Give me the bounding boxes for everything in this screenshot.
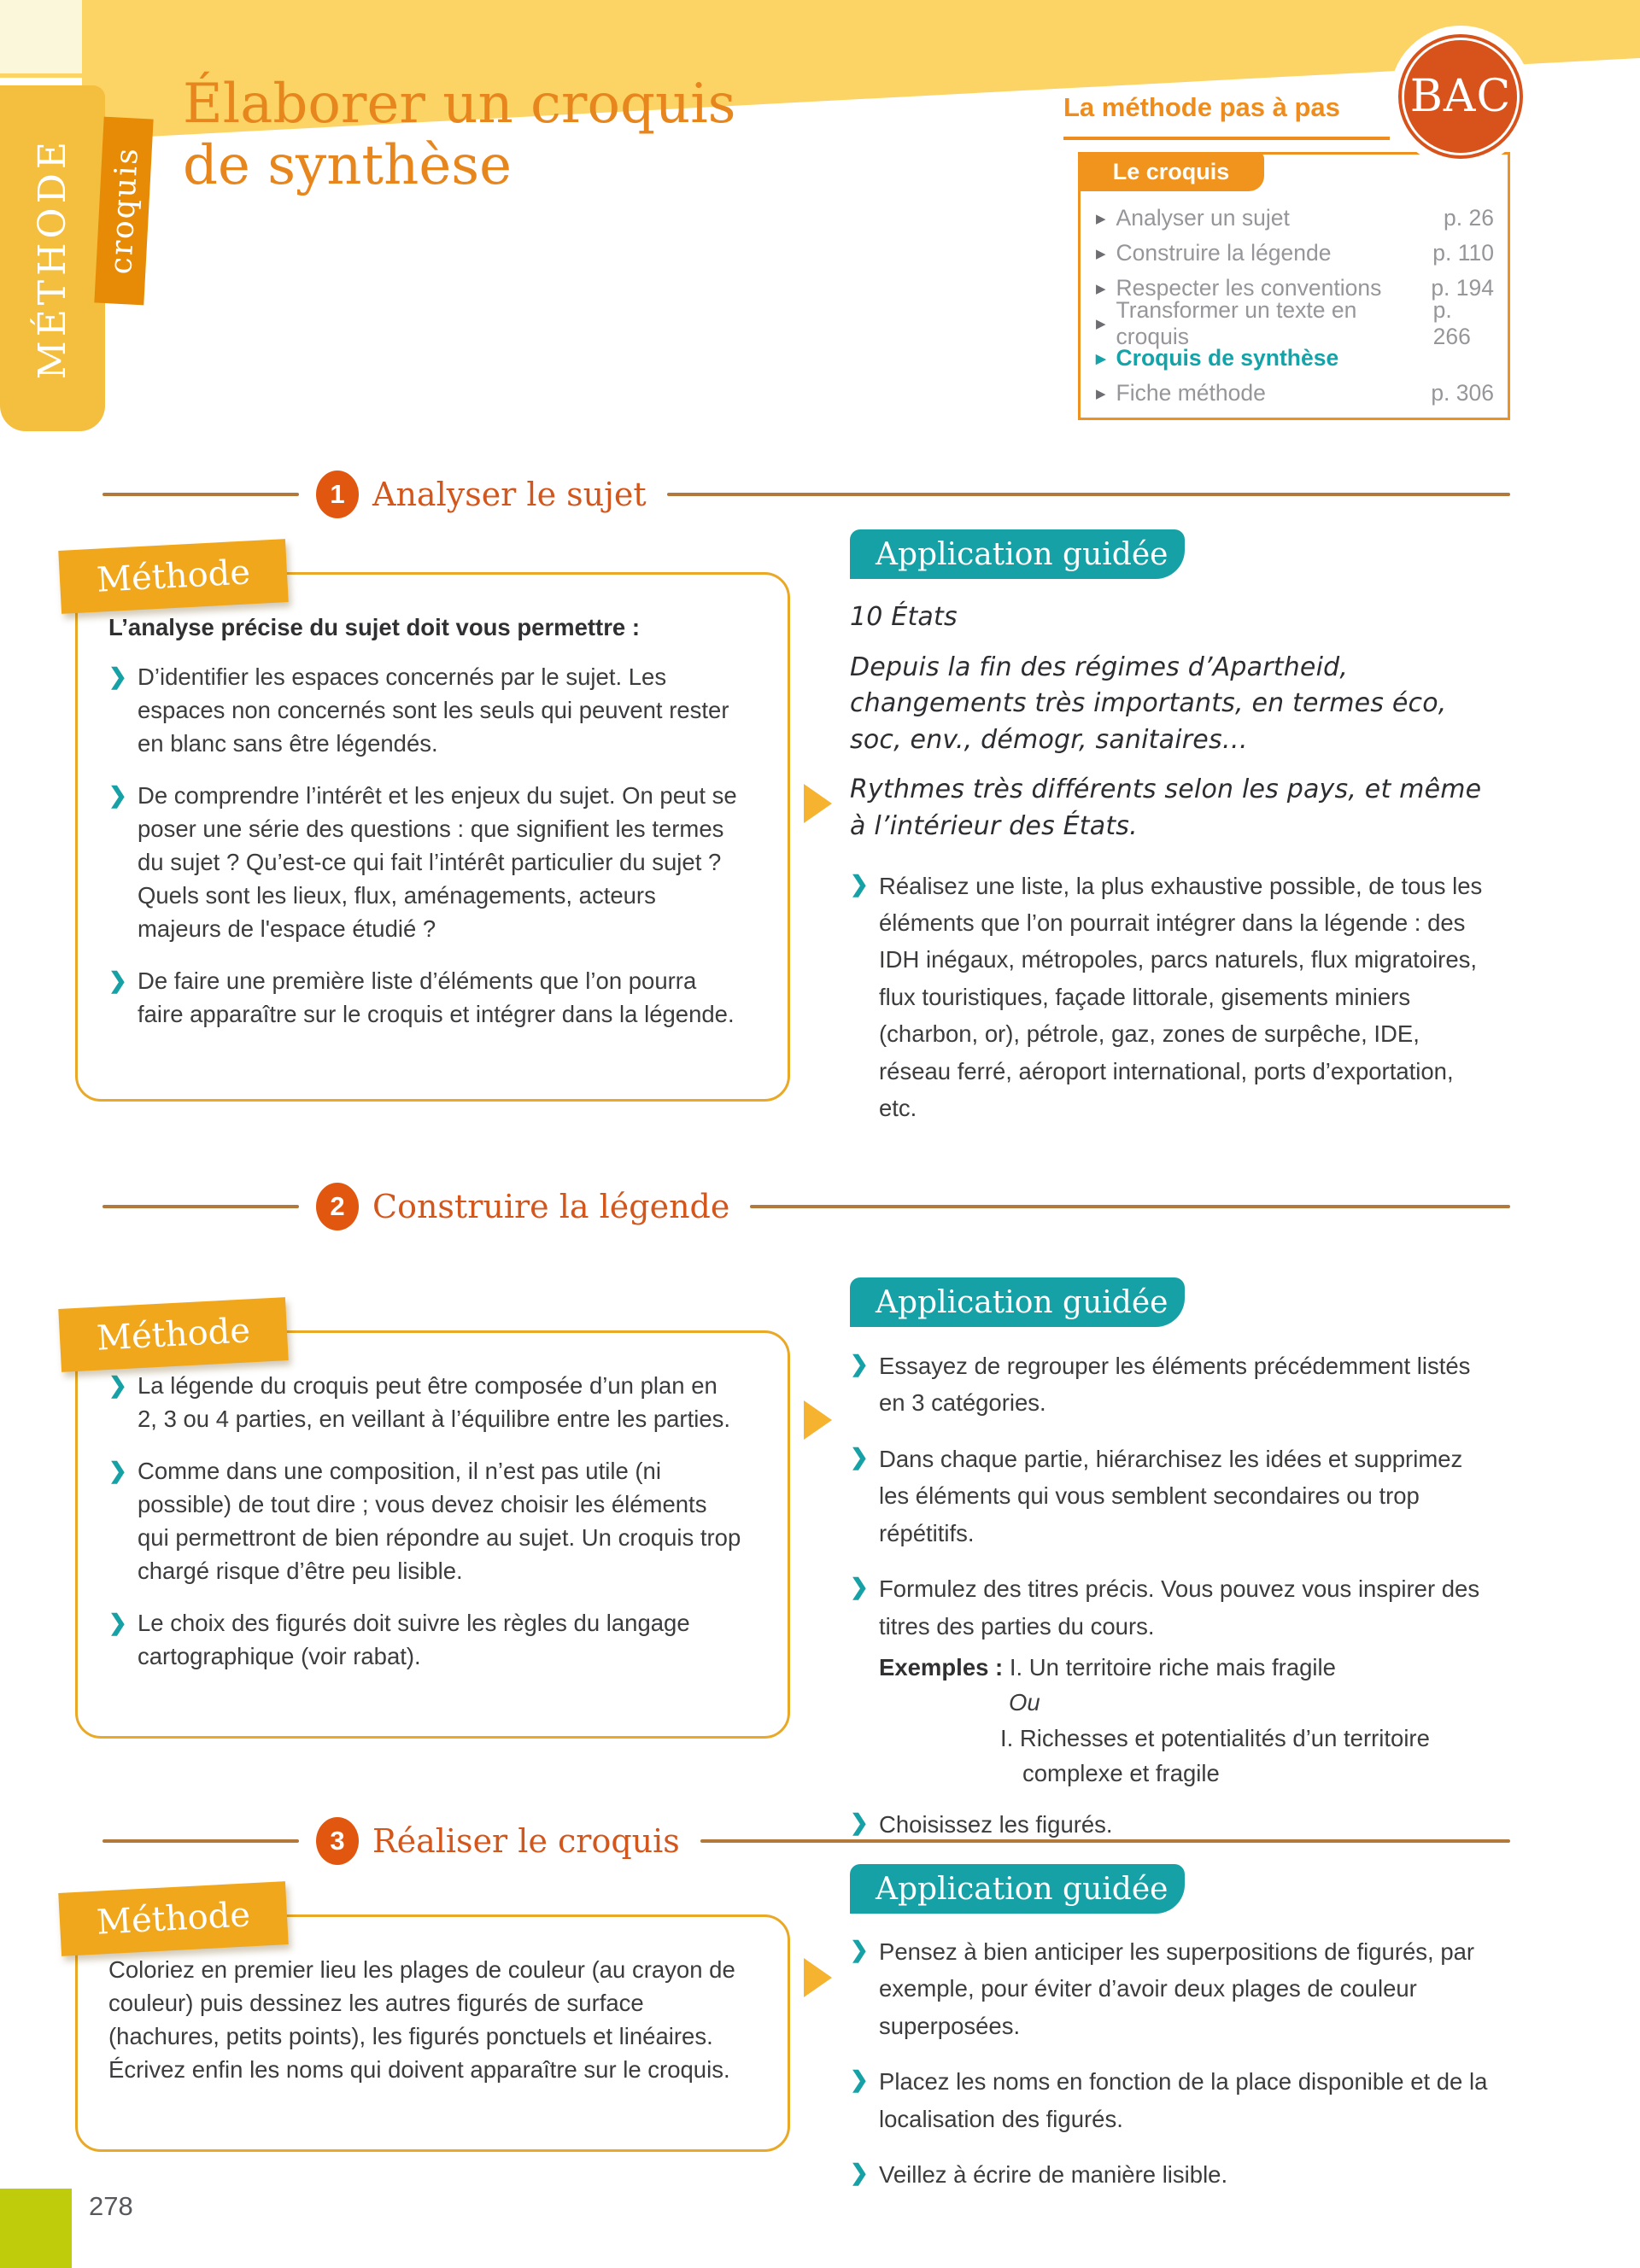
method-step-label: Croquis de synthèse	[1116, 345, 1339, 371]
method-step-item[interactable]	[1096, 296, 1494, 349]
chevron-bullet-icon: ❯	[850, 870, 869, 897]
sidebar-tab-methode-label: MÉTHODE	[31, 137, 74, 380]
triangle-bullet-icon: ▶	[1096, 351, 1106, 366]
method-step-label: Respecter les conventions	[1116, 275, 1382, 301]
method-steps-list	[1096, 201, 1494, 411]
list-item	[108, 660, 743, 760]
method-step-item[interactable]	[1096, 236, 1494, 271]
bullet-text: Dans chaque partie, hiérarchisez les idées et supprimez les éléments qui vous semblent secondaires ou trop répétitifs.	[879, 1445, 1463, 1546]
bac-badge	[1390, 26, 1532, 167]
heading-rule-right	[700, 1839, 1510, 1843]
chevron-bullet-icon: ❯	[108, 1610, 127, 1636]
bac-badge-label: BAC	[1409, 71, 1512, 122]
chevron-bullet-icon: ❯	[108, 782, 127, 809]
bullet-text: De faire une première liste d’éléments que l’on pourra faire apparaître sur le croquis et intégrer dans la légende.	[138, 967, 735, 1028]
methode-tab-2: Méthode	[58, 1297, 289, 1372]
methode-3-paragraph: Coloriez en premier lieu les plages de couleur (au crayon de couleur) puis dessinez les autres figurés de surface (hachures, petits points), les figurés ponctuels et linéaires. Écrivez enfin les noms qui doivent apparaître sur le croquis.	[108, 1956, 735, 2084]
sidebar-tab-croquis-label: croquis	[102, 146, 145, 276]
application-guidee-2	[850, 1347, 1489, 1862]
method-step-label: Fiche méthode	[1116, 380, 1266, 406]
bullet-text: Essayez de regrouper les éléments précédemment listés en 3 catégories.	[879, 1353, 1471, 1417]
methode-1-intro: L’analyse précise du sujet doit vous permettre :	[108, 614, 640, 640]
examples-block	[879, 1650, 1489, 1791]
heading-rule-right	[667, 493, 1510, 496]
list-item	[850, 1570, 1489, 1645]
triangle-bullet-icon: ▶	[1096, 211, 1106, 226]
methode-box-2	[75, 1330, 790, 1739]
list-item	[108, 964, 743, 1031]
corner-strip	[0, 73, 82, 78]
page-title	[183, 73, 736, 197]
chevron-bullet-icon: ❯	[108, 1458, 127, 1484]
bullet-text: Placez les noms en fonction de la place disponible et de la localisation des figurés.	[879, 2068, 1488, 2132]
section-2-title: Construire la légende	[372, 1188, 730, 1225]
list-item	[850, 2156, 1489, 2193]
method-step-item[interactable]	[1096, 376, 1494, 411]
examples-title-2-cont: complexe et fragile	[1022, 1759, 1220, 1786]
section-1-number-badge: 1	[316, 471, 359, 518]
bullet-text: Réalisez une liste, la plus exhaustive possible, de tous les éléments que l’on pourrait intégrer dans la légende : des IDH inégaux, métropoles, parcs naturels, flux migratoires, flux touristiques, façade littorale, gisements miniers (charbon, or), pétrole, gaz, zones de surpêche, IDE, réseau ferré, aéroport international, ports d’exportation, etc.	[879, 872, 1483, 1122]
heading-rule-left	[102, 493, 299, 496]
list-item	[850, 1441, 1489, 1552]
list-item	[850, 2063, 1489, 2137]
list-item	[108, 1454, 743, 1587]
corner-square	[0, 0, 82, 73]
page-title-line1: Élaborer un croquis	[183, 73, 736, 136]
sidebar-tab-methode	[0, 85, 105, 431]
footer-green-square	[0, 2189, 72, 2268]
list-item	[108, 1606, 743, 1673]
chevron-bullet-icon: ❯	[108, 1372, 127, 1398]
method-steps-box	[1078, 152, 1510, 420]
section-3-number-badge: 3	[316, 1817, 359, 1865]
application-guidee-label-2: Application guidée	[850, 1277, 1185, 1327]
examples-line	[879, 1650, 1489, 1685]
chevron-bullet-icon: ❯	[850, 1574, 869, 1600]
examples-title-1: I. Un territoire riche mais fragile	[1009, 1654, 1336, 1681]
method-step-label: Construire la légende	[1116, 240, 1332, 266]
gutter-arrow-icon	[804, 1400, 832, 1440]
examples-label: Exemples :	[879, 1654, 1004, 1681]
section-2-heading	[102, 1182, 1510, 1231]
bullet-text: Choisissez les figurés.	[879, 1811, 1113, 1838]
section-1-heading	[102, 470, 1510, 519]
list-item	[108, 779, 743, 945]
method-step-label: Transformer un texte en croquis	[1116, 296, 1357, 349]
chevron-bullet-icon: ❯	[850, 2066, 869, 2093]
section-3-heading	[102, 1816, 1510, 1866]
application-guidee-label-1: Application guidée	[850, 529, 1185, 579]
chevron-bullet-icon: ❯	[850, 1351, 869, 1377]
chevron-bullet-icon: ❯	[850, 1809, 869, 1836]
heading-rule-left	[102, 1839, 299, 1843]
sidebar-tab-croquis	[94, 117, 153, 306]
list-item	[850, 868, 1489, 1127]
page-number: 278	[89, 2191, 133, 2221]
chevron-bullet-icon: ❯	[108, 967, 127, 994]
section-2-number-badge: 2	[316, 1183, 359, 1230]
page-title-line2: de synthèse	[183, 134, 512, 198]
section-3-title: Réaliser le croquis	[372, 1822, 680, 1860]
method-step-page: p. 266	[1432, 296, 1471, 349]
bullet-text: D’identifier les espaces concernés par le sujet. Les espaces non concernés sont les seuls qui peuvent rester en blanc sans être légendés.	[138, 663, 729, 757]
section-1-title: Analyser le sujet	[372, 476, 647, 513]
handwritten-note: Rythmes très différents selon les pays, et même à l’intérieur des États.	[850, 775, 1482, 841]
gutter-arrow-icon	[804, 784, 832, 823]
method-steps-box-title: Le croquis	[1078, 152, 1264, 191]
methode-box-3	[75, 1914, 790, 2152]
method-step-page: p. 110	[1432, 240, 1494, 266]
chevron-bullet-icon: ❯	[850, 1937, 869, 1962]
methode-tab-3: Méthode	[58, 1881, 289, 1956]
method-step-page: p. 306	[1431, 380, 1494, 406]
stepper-title: La méthode pas à pas	[1063, 92, 1340, 122]
gutter-arrow-icon	[804, 1958, 832, 1997]
chevron-bullet-icon: ❯	[850, 1443, 869, 1470]
chevron-bullet-icon: ❯	[108, 663, 127, 689]
method-step-item[interactable]	[1096, 201, 1494, 236]
bullet-text: La légende du croquis peut être composée d’un plan en 2, 3 ou 4 parties, en veillant à l’équilibre entre les parties.	[138, 1372, 731, 1433]
application-guidee-1	[850, 599, 1489, 1146]
bullet-text: De comprendre l’intérêt et les enjeux du sujet. On peut se poser une série des questions : que signifient les termes du sujet ? Qu’est-ce qui fait l’intérêt particulier du sujet ? Quels sont les lieux, flux, aménagements, acteurs majeurs de l'espace étudié ?	[138, 782, 737, 943]
handwritten-note: 10 États	[850, 602, 958, 632]
bullet-text: Pensez à bien anticiper les superpositions de figurés, par exemple, pour éviter d’avoir deux plages de couleur superposées.	[879, 1938, 1475, 2039]
stepper-underline	[1063, 137, 1390, 140]
chevron-bullet-icon: ❯	[850, 2160, 869, 2186]
list-item	[108, 1369, 743, 1435]
triangle-bullet-icon: ▶	[1096, 246, 1106, 261]
bullet-text: Formulez des titres précis. Vous pouvez vous inspirer des titres des parties du cours.	[879, 1575, 1480, 1640]
examples-title-2: I. Richesses et potentialités d’un territoire	[1000, 1724, 1430, 1751]
triangle-bullet-icon: ▶	[1096, 281, 1106, 296]
methode-box-1	[75, 572, 790, 1102]
application-guidee-label-3: Application guidée	[850, 1864, 1185, 1914]
bullet-text: Veillez à écrire de manière lisible.	[879, 2161, 1228, 2189]
method-step-page: p. 194	[1431, 275, 1494, 301]
list-item	[850, 1933, 1489, 2044]
method-step-label: Analyser un sujet	[1116, 205, 1290, 231]
heading-rule-right	[750, 1205, 1510, 1208]
triangle-bullet-icon: ▶	[1096, 316, 1106, 331]
methode-tab-1: Méthode	[58, 539, 289, 614]
application-guidee-3	[850, 1933, 1489, 2212]
triangle-bullet-icon: ▶	[1096, 386, 1106, 401]
heading-rule-left	[102, 1205, 299, 1208]
examples-or: Ou	[1009, 1689, 1040, 1716]
list-item	[850, 1347, 1489, 1422]
handwritten-note: Depuis la fin des régimes d’Apartheid, changements très importants, en termes éco, soc, env., démogr, sanitaires…	[850, 652, 1447, 755]
bullet-text: Le choix des figurés doit suivre les règles du langage cartographique (voir rabat).	[138, 1610, 690, 1670]
bullet-text: Comme dans une composition, il n’est pas utile (ni possible) de tout dire ; vous devez choisir les éléments qui permettront de bien répondre au sujet. Un croquis trop chargé risque d’être peu lisible.	[138, 1458, 741, 1585]
method-step-page: p. 26	[1444, 205, 1494, 231]
